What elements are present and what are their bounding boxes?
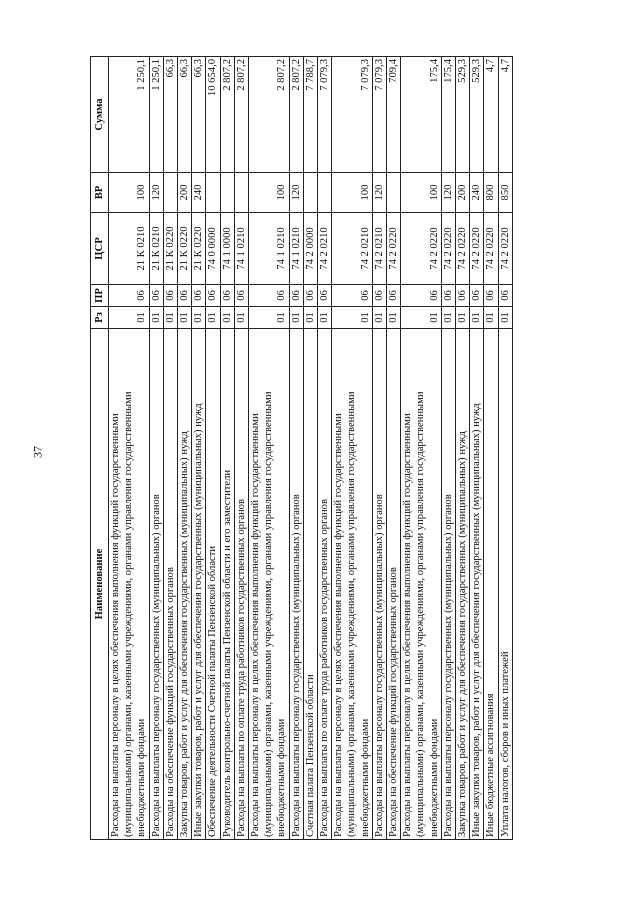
cell-name: Иные закупки товаров, работ и услуг для обеспечения государственных (муниципальных) нужд [470,329,484,840]
cell-pr: 06 [498,285,512,307]
cell-rz: 01 [470,307,484,329]
cell-vr: 120 [441,173,455,213]
cell-pr: 06 [484,285,498,307]
cell-csr: 74 2 0220 [387,213,401,285]
cell-vr [387,173,401,213]
cell-pr: 06 [441,285,455,307]
cell-sum: 4,7 [484,57,498,173]
cell-vr: 200 [178,173,192,213]
cell-vr [303,173,317,213]
cell-pr: 06 [178,285,192,307]
cell-rz: 01 [289,307,303,329]
cell-sum: 709,4 [387,57,401,173]
cell-csr: 74 2 0210 [332,213,373,285]
cell-sum: 529,3 [456,57,470,173]
table-body [109,57,513,840]
cell-rz: 01 [387,307,401,329]
cell-sum: 2 807,2 [289,57,303,173]
table-row [498,57,512,840]
cell-pr: 06 [234,285,248,307]
cell-pr: 06 [318,285,332,307]
cell-pr: 06 [289,285,303,307]
cell-rz: 01 [372,307,386,329]
cell-csr: 21 К 0210 [149,213,163,285]
cell-name: Расходы на выплаты персоналу в целях обеспечения выполнения функций государственными (муниципальными) органами, казенными учреждениями, органами управления государственными внебюджетными фондами [109,329,150,840]
cell-csr: 74 0 0000 [206,213,220,285]
cell-vr: 100 [332,173,373,213]
cell-name: Расходы на обеспечение функций государственных органов [163,329,177,840]
cell-pr: 06 [109,285,150,307]
cell-pr: 06 [163,285,177,307]
cell-vr [163,173,177,213]
cell-csr: 74 1 0210 [249,213,290,285]
cell-csr: 21 К 0220 [163,213,177,285]
table-row [484,57,498,840]
cell-pr: 06 [192,285,206,307]
cell-pr: 06 [220,285,234,307]
cell-rz: 01 [192,307,206,329]
cell-vr: 100 [401,173,442,213]
cell-name: Расходы на обеспечение функций государственных органов [387,329,401,840]
cell-rz: 01 [163,307,177,329]
cell-csr: 74 2 0220 [401,213,442,285]
table-row [387,57,401,840]
cell-sum: 2 807,2 [234,57,248,173]
cell-rz: 01 [220,307,234,329]
table-row [178,57,192,840]
cell-sum: 4,7 [498,57,512,173]
header-sum: Сумма [91,57,109,173]
cell-sum: 1 250,1 [149,57,163,173]
cell-sum: 7 079,3 [318,57,332,173]
cell-vr: 120 [289,173,303,213]
cell-csr: 74 2 0210 [372,213,386,285]
cell-rz: 01 [206,307,220,329]
cell-sum: 2 807,2 [249,57,290,173]
cell-name: Расходы на выплаты персоналу государственных (муниципальных) органов [441,329,455,840]
cell-name: Расходы на выплаты персоналу в целях обеспечения выполнения функций государственными (муниципальными) органами, казенными учреждениями, органами управления государственными внебюджетными фондами [401,329,442,840]
cell-vr: 240 [192,173,206,213]
table-row [109,57,150,840]
cell-rz: 01 [234,307,248,329]
cell-csr: 74 2 0210 [318,213,332,285]
cell-sum: 2 807,2 [220,57,234,173]
header-rz: Рз [91,307,109,329]
cell-name: Закупка товаров, работ и услуг для обеспечения государственных (муниципальных) нужд [456,329,470,840]
cell-pr: 06 [372,285,386,307]
cell-sum: 10 654,0 [206,57,220,173]
cell-vr: 850 [498,173,512,213]
table-row [234,57,248,840]
budget-table [90,56,513,840]
cell-rz: 01 [109,307,150,329]
cell-pr: 06 [206,285,220,307]
table-row [372,57,386,840]
cell-csr: 74 2 0220 [441,213,455,285]
cell-name: Расходы на выплаты персоналу государственных (муниципальных) органов [289,329,303,840]
cell-rz: 01 [498,307,512,329]
cell-csr: 74 1 0210 [289,213,303,285]
cell-vr: 100 [249,173,290,213]
cell-vr: 100 [109,173,150,213]
table-row [149,57,163,840]
cell-sum: 66,3 [178,57,192,173]
cell-rz: 01 [401,307,442,329]
header-pr: ПР [91,285,109,307]
cell-name: Обеспечение деятельности Счетной палаты Пензенской области [206,329,220,840]
cell-vr: 120 [149,173,163,213]
table-row [318,57,332,840]
cell-rz: 01 [303,307,317,329]
cell-vr: 240 [470,173,484,213]
cell-csr: 21 К 0210 [109,213,150,285]
cell-sum: 66,3 [192,57,206,173]
cell-vr: 800 [484,173,498,213]
cell-csr: 21 К 0220 [178,213,192,285]
cell-pr: 06 [149,285,163,307]
table-row [206,57,220,840]
header-vr: ВР [91,173,109,213]
cell-csr: 74 1 0000 [220,213,234,285]
table-row [441,57,455,840]
cell-sum: 7 079,3 [372,57,386,173]
table-row [456,57,470,840]
cell-name: Расходы на выплаты персоналу в целях обеспечения выполнения функций государственными (муниципальными) органами, казенными учреждениями, органами управления государственными внебюджетными фондами [332,329,373,840]
cell-rz: 01 [332,307,373,329]
cell-vr [234,173,248,213]
cell-csr: 74 1 0210 [234,213,248,285]
cell-vr [220,173,234,213]
cell-name: Расходы на выплаты по оплате труда работников государственных органов [234,329,248,840]
cell-sum: 7 788,7 [303,57,317,173]
cell-sum: 529,3 [470,57,484,173]
cell-csr: 21 К 0220 [192,213,206,285]
cell-name: Уплата налогов, сборов и иных платежей [498,329,512,840]
cell-csr: 74 2 0220 [470,213,484,285]
cell-name: Руководитель контрольно-счетной палаты Пензенской области и его заместители [220,329,234,840]
cell-rz: 01 [456,307,470,329]
table-row [192,57,206,840]
cell-rz: 01 [484,307,498,329]
table-row [332,57,373,840]
cell-name: Расходы на выплаты персоналу государственных (муниципальных) органов [149,329,163,840]
table-row [401,57,442,840]
cell-vr: 200 [456,173,470,213]
table-row [249,57,290,840]
cell-sum: 175,4 [441,57,455,173]
cell-vr [206,173,220,213]
cell-name: Расходы на выплаты персоналу государственных (муниципальных) органов [372,329,386,840]
table-row [470,57,484,840]
cell-sum: 7 079,3 [332,57,373,173]
cell-name: Счетная палата Пензенской области [303,329,317,840]
page-number: 37 [30,446,45,458]
cell-sum: 1 250,1 [109,57,150,173]
cell-pr: 06 [401,285,442,307]
cell-csr: 74 2 0220 [456,213,470,285]
cell-name: Иные бюджетные ассигнования [484,329,498,840]
cell-pr: 06 [332,285,373,307]
cell-csr: 74 2 0220 [498,213,512,285]
cell-sum: 66,3 [163,57,177,173]
table-row [163,57,177,840]
cell-csr: 74 2 0000 [303,213,317,285]
cell-vr [318,173,332,213]
cell-rz: 01 [249,307,290,329]
table-header [91,57,109,840]
cell-pr: 06 [249,285,290,307]
cell-rz: 01 [149,307,163,329]
cell-name: Иные закупки товаров, работ и услуг для обеспечения государственных (муниципальных) нужд [192,329,206,840]
cell-csr: 74 2 0220 [484,213,498,285]
cell-pr: 06 [470,285,484,307]
cell-rz: 01 [441,307,455,329]
cell-name: Расходы на выплаты персоналу в целях обеспечения выполнения функций государственными (муниципальными) органами, казенными учреждениями, органами управления государственными внебюджетными фондами [249,329,290,840]
table-row [303,57,317,840]
rotated-table-container [90,57,572,840]
cell-pr: 06 [387,285,401,307]
cell-pr: 06 [456,285,470,307]
table-row [289,57,303,840]
cell-name: Расходы на выплаты по оплате труда работников государственных органов [318,329,332,840]
cell-name: Закупка товаров, работ и услуг для обеспечения государственных (муниципальных) нужд [178,329,192,840]
cell-rz: 01 [178,307,192,329]
header-name: Наименование [91,329,109,840]
cell-rz: 01 [318,307,332,329]
cell-sum: 175,4 [401,57,442,173]
table-row [220,57,234,840]
table-header-row [91,57,109,840]
header-csr: ЦСР [91,213,109,285]
cell-pr: 06 [303,285,317,307]
cell-vr: 120 [372,173,386,213]
